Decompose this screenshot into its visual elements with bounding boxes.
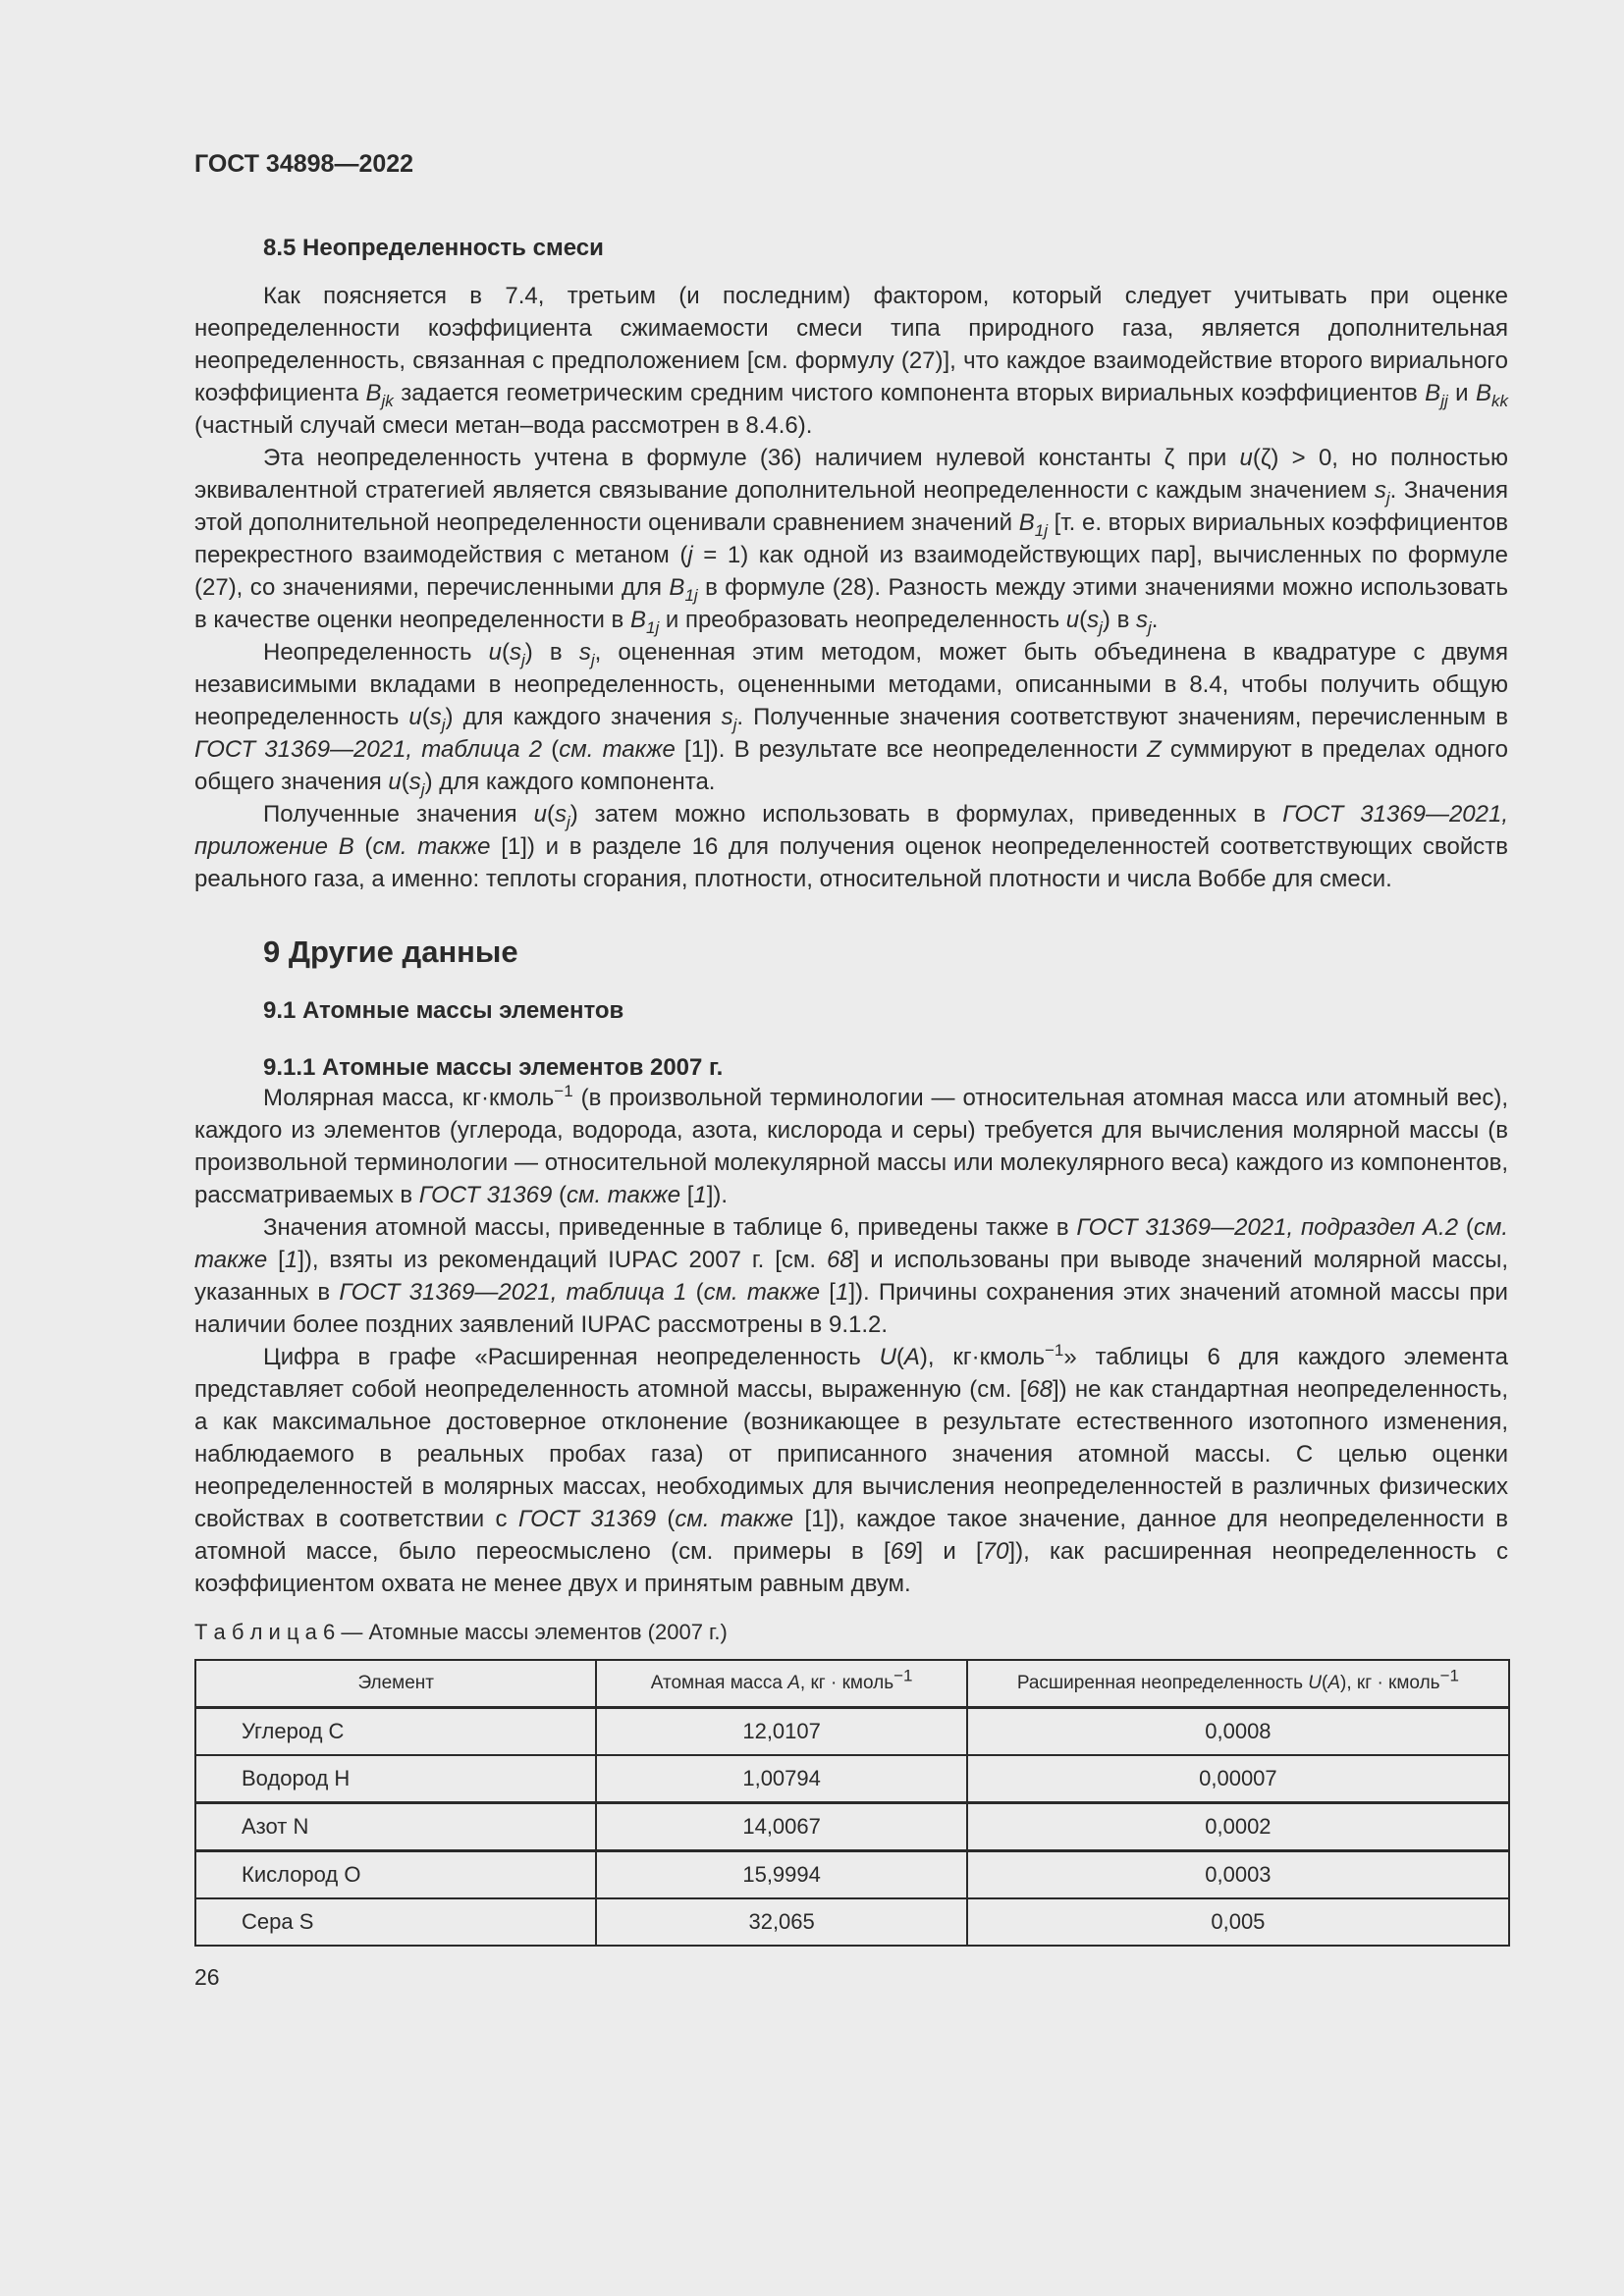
table-row — [195, 1898, 1509, 1946]
cell-element: Кислород О — [195, 1851, 596, 1899]
section-9-1-title: 9.1 Атомные массы элементов — [263, 997, 624, 1024]
cell-atomic-mass: 32,065 — [596, 1898, 966, 1946]
section-9-1-1-title: 9.1.1 Атомные массы элементов 2007 г. — [263, 1054, 724, 1081]
table-row — [195, 1708, 1509, 1756]
paragraph-9-1-1-3: Цифра в графе «Расширенная неопределенность U(A), кг·кмоль$^{-1}$» таблицы 6 для каждого элемента представляет собой неопределенность атомной массы, выраженную (см. [68]) не как стандартная неопределенность, а как максимальное достоверное отклонение (возникающее в результате естественного изотопного изменения, наблюдаемого в реальных пробах газа) от приписанного значения атомной массы. С целью оценки неопределенностей в молярных массах, необходимых для вычисления неопределенностей в различных физических свойствах в соответствии с ГОСТ 31369 (см. также [1]), каждое такое значение, данное для неопределенности в атомной массе, было переосмыслено (см. примеры в [69] и [70]), как расширенная неопределенность с коэффициентом охвата не менее двух и принятым равным двум. — [194, 1341, 1509, 1597]
table-6-caption: Т а б л и ц а 6 — Атомные массы элементов (2007 г.) — [194, 1620, 728, 1644]
table-row — [195, 1851, 1509, 1899]
cell-atomic-mass: 1,00794 — [596, 1755, 966, 1803]
cell-uncertainty: 0,0002 — [967, 1803, 1509, 1851]
cell-atomic-mass: 15,9994 — [596, 1851, 966, 1899]
cell-uncertainty: 0,005 — [967, 1898, 1509, 1946]
cell-uncertainty: 0,00007 — [967, 1755, 1509, 1803]
cell-element: Углерод С — [195, 1708, 596, 1756]
cell-uncertainty: 0,0008 — [967, 1708, 1509, 1756]
paragraph-9-1-1-1: Молярная масса, кг·кмоль$^{-1}$ (в произвольной терминологии — относительная атомная масса или атомный вес), каждого из элементов (углерода, водорода, азота, кислорода и серы) требуется для вычисления молярной массы (в произвольной терминологии — относительной молекулярной массы или молекулярного веса) каждого из компонентов, рассматриваемых в ГОСТ 31369 (см. также [1]). — [194, 1082, 1508, 1208]
header-element: Элемент — [195, 1660, 596, 1708]
table-row — [195, 1755, 1509, 1803]
section-8-5-title: 8.5 Неопределенность смеси — [263, 235, 604, 261]
table-header-row — [195, 1660, 1509, 1708]
paragraph-8-5-1: Как поясняется в 7.4, третьим (и последним) фактором, который следует учитывать при оценке неопределенности коэффициента сжимаемости смеси типа природного газа, является дополнительная неопределенность, связанная с предположением [см. формулу (27)], что каждое взаимодействие второго вириального коэффициента $B_{jk}$ задается геометрическим средним чистого компонента вторых вириальных коэффициентов $B_{jj}$ и $B_{kk}$ (частный случай смеси метан–вода рассмотрен в 8.4.6). — [194, 283, 1508, 439]
paragraph-8-5-2: Эта неопределенность учтена в формуле (36) наличием нулевой константы ζ при u(ζ) > 0, но полностью эквивалентной стратегией является связывание дополнительной неопределенности с каждым значением $s_j$. Значения этой дополнительной неопределенности оценивали сравнением значений $B_{1j}$ [т. е. вторых вириальных коэффициентов перекрестного взаимодействия с метаном (j = 1) как одной из взаимодействующих пар], вычисленных по формуле (27), со значениями, перечисленными для $B_{1j}$ в формуле (28). Разность между этими значениями можно использовать в качестве оценки неопределенности в $B_{1j}$ и преобразовать неопределенность $u(s_j)$ в $s_j$. — [194, 445, 1509, 637]
document-page — [194, 142, 1508, 1991]
document-id-header: ГОСТ 34898—2022 — [194, 150, 414, 178]
section-9-title: 9 Другие данные — [263, 934, 518, 969]
page-number: 26 — [194, 1964, 220, 1990]
header-atomic-mass: Атомная масса A, кг · кмоль$^{-1}$ — [596, 1660, 966, 1708]
table-row — [195, 1803, 1509, 1851]
cell-uncertainty: 0,0003 — [967, 1851, 1509, 1899]
cell-element: Водород Н — [195, 1755, 596, 1803]
cell-element: Азот N — [195, 1803, 596, 1851]
paragraph-8-5-3: Неопределенность $u(s_j)$ в $s_j$, оцененная этим методом, может быть объединена в квадратуре с двумя независимыми вкладами в неопределенность, оцененными методами, описанными в 8.4, чтобы получить общую неопределенность $u(s_j)$ для каждого значения $s_j$. Полученные значения соответствуют значениям, перечисленным в ГОСТ 31369—2021, таблица 2 (см. также [1]). В результате все неопределенности Z суммируют в пределах одного общего значения $u(s_j)$ для каждого компонента. — [194, 639, 1509, 799]
cell-atomic-mass: 14,0067 — [596, 1803, 966, 1851]
table-6-atomic-masses — [194, 1659, 1510, 1947]
cell-atomic-mass: 12,0107 — [596, 1708, 966, 1756]
header-expanded-uncertainty: Расширенная неопределенность U(A), кг · кмоль$^{-1}$ — [967, 1660, 1509, 1708]
cell-element: Сера S — [195, 1898, 596, 1946]
paragraph-9-1-1-2: Значения атомной массы, приведенные в таблице 6, приведены также в ГОСТ 31369—2021, подраздел А.2 (см. также [1]), взяты из рекомендаций IUPAC 2007 г. [см. 68] и использованы при выводе значений молярной массы, указанных в ГОСТ 31369—2021, таблица 1 (см. также [1]). Причины сохранения этих значений атомной массы при наличии более поздних заявлений IUPAC рассмотрены в 9.1.2. — [194, 1214, 1509, 1338]
paragraph-8-5-4: Полученные значения $u(s_j)$ затем можно использовать в формулах, приведенных в ГОСТ 31369—2021, приложение В (см. также [1]) и в разделе 16 для получения оценок неопределенностей соответствующих свойств реального газа, а именно: теплоты сгорания, плотности, относительной плотности и числа Воббе для смеси. — [194, 801, 1509, 892]
